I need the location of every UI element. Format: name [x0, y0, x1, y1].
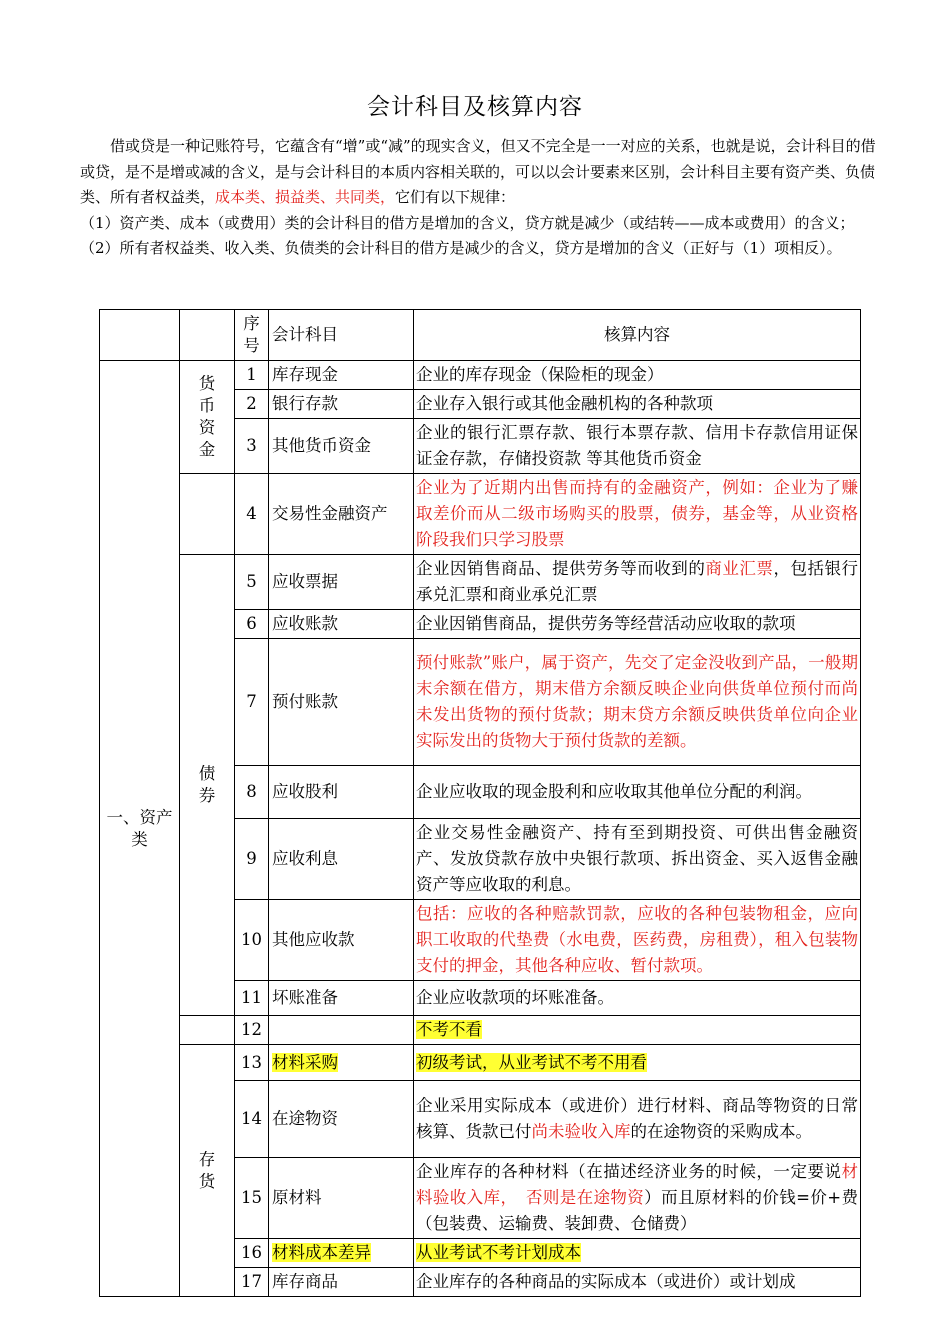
group-label-char: 存	[198, 1149, 216, 1169]
row-subject: 应收账款	[269, 610, 414, 639]
table-row	[100, 1045, 861, 1081]
row-content: 企业存入银行或其他金融机构的各种款项	[414, 390, 861, 419]
row-subject: 其他应收款	[269, 900, 414, 981]
row-num: 6	[235, 610, 269, 639]
row-subject: 坏账准备	[269, 981, 414, 1016]
row-num: 11	[235, 981, 269, 1016]
header-seq: 序 号	[235, 310, 269, 361]
group-cash	[180, 361, 235, 474]
table-row	[100, 555, 861, 610]
row-subject: 预付账款	[269, 639, 414, 766]
row-subject: 材料采购	[269, 1045, 414, 1081]
header-blank-2	[180, 310, 235, 361]
row-subject: 库存现金	[269, 361, 414, 390]
header-subject: 会计科目	[269, 310, 414, 361]
group-label-char: 券	[198, 786, 216, 805]
row-subject: 其他货币资金	[269, 419, 414, 474]
row-content: 企业因销售商品、提供劳务等而收到的商业汇票，包括银行承兑汇票和商业承兑汇票	[414, 555, 861, 610]
intro-paragraph-3: （2）所有者权益类、收入类、负债类的会计科目的借方是减少的含义，贷方是增加的含义（正好与（1）项相反）。	[80, 239, 842, 257]
row-subject: 材料成本差异	[269, 1239, 414, 1268]
header-content: 核算内容	[414, 310, 861, 361]
table-header-row	[100, 310, 861, 361]
row-num: 14	[235, 1081, 269, 1158]
row-content: 预付账款”账户，属于资产，先交了定金没收到产品，一般期末余额在借方，期末借方余额反映企业向供货单位预付而尚未发出货物的预付货款；期末贷方余额反映供货单位向企业实际发出的货物大于预付货款的差额。	[414, 639, 861, 766]
table-row	[100, 474, 861, 555]
row-num: 12	[235, 1016, 269, 1045]
row-num: 16	[235, 1239, 269, 1268]
group-label-char: 币	[198, 396, 216, 415]
row-content: 包括：应收的各种赔款罚款，应收的各种包装物租金，应向职工收取的代垫费（水电费，医药费，房租费），租入包装物支付的押金，其他各种应收、暂付款项。	[414, 900, 861, 981]
group-label-char: 债	[198, 764, 216, 783]
row-subject: 银行存款	[269, 390, 414, 419]
row-subject: 库存商品	[269, 1268, 414, 1297]
table-row	[100, 361, 861, 390]
row-content: 不考不看	[414, 1016, 861, 1045]
group-blank	[180, 474, 235, 555]
row-num: 7	[235, 639, 269, 766]
row-num: 4	[235, 474, 269, 555]
row-subject: 原材料	[269, 1158, 414, 1239]
row-content: 企业因销售商品，提供劳务等经营活动应收取的款项	[414, 610, 861, 639]
row-num: 1	[235, 361, 269, 390]
row-content: 企业的银行汇票存款、银行本票存款、信用卡存款信用证保证金存款，存储投资款 等其他货币资金	[414, 419, 861, 474]
row-content: 企业采用实际成本（或进价）进行材料、商品等物资的日常核算、货款已付尚未验收入库的在途物资的采购成本。	[414, 1081, 861, 1158]
row-subject	[269, 1016, 414, 1045]
intro-paragraph-1: 借或贷是一种记账符号，它蕴含有“增”或“减”的现实含义，但又不完全是一一对应的关系，也就是说，会计科目的借或贷，是不是增或减的含义，是与会计科目的本质内容相关联的，可以以会计要素来区别，会计科目主要有资产类、负债类、所有者权益类，成本类、损益类、共同类，它们有以下规律：	[80, 137, 876, 206]
group-inventory	[180, 1045, 235, 1297]
row-num: 15	[235, 1158, 269, 1239]
row-content: 从业考试不考计划成本	[414, 1239, 861, 1268]
row-num: 2	[235, 390, 269, 419]
page-title: 会计科目及核算内容	[367, 94, 583, 120]
row-subject: 应收利息	[269, 819, 414, 900]
group-label-char: 资	[198, 418, 216, 437]
row-content: 企业应收取的现金股利和应收取其他单位分配的利润。	[414, 766, 861, 819]
row-content: 企业库存的各种材料（在描述经济业务的时候，一定要说材料验收入库， 否则是在途物资）而且原材料的价钱=价+费（包装费、运输费、装卸费、仓储费）	[414, 1158, 861, 1239]
row-subject: 交易性金融资产	[269, 474, 414, 555]
row-content: 企业的库存现金（保险柜的现金）	[414, 361, 861, 390]
intro-text	[80, 134, 880, 262]
group-label-char: 金	[198, 440, 216, 459]
row-subject: 应收票据	[269, 555, 414, 610]
group-label-char: 货	[198, 1171, 216, 1191]
row-num: 8	[235, 766, 269, 819]
row-content: 企业库存的各种商品的实际成本（或进价）或计划成	[414, 1268, 861, 1297]
row-subject: 在途物资	[269, 1081, 414, 1158]
header-blank-1	[100, 310, 180, 361]
intro-paragraph-2: （1）资产类、成本（或费用）类的会计科目的借方是增加的含义，贷方就是减少（或结转——成本或费用）的含义；	[80, 213, 855, 232]
row-num: 17	[235, 1268, 269, 1297]
group-bonds	[180, 555, 235, 1016]
row-num: 9	[235, 819, 269, 900]
row-content: 企业应收款项的坏账准备。	[414, 981, 861, 1016]
group-blank	[180, 1016, 235, 1045]
row-num: 5	[235, 555, 269, 610]
table-row	[100, 1016, 861, 1045]
row-content: 企业交易性金融资产、持有至到期投资、可供出售金融资产、发放贷款存放中央银行款项、拆出资金、买入返售金融资产等应收取的利息。	[414, 819, 861, 900]
group-label-char: 货	[198, 374, 216, 393]
row-num: 10	[235, 900, 269, 981]
accounts-table	[99, 309, 861, 1297]
row-content: 初级考试，从业考试不考不用看	[414, 1045, 861, 1081]
row-content: 企业为了近期内出售而持有的金融资产，例如：企业为了赚取差价而从二级市场购买的股票，债券，基金等，从业资格阶段我们只学习股票	[414, 474, 861, 555]
row-num: 3	[235, 419, 269, 474]
row-subject: 应收股利	[269, 766, 414, 819]
row-num: 13	[235, 1045, 269, 1081]
category-assets: 一、资产类	[100, 361, 180, 1297]
